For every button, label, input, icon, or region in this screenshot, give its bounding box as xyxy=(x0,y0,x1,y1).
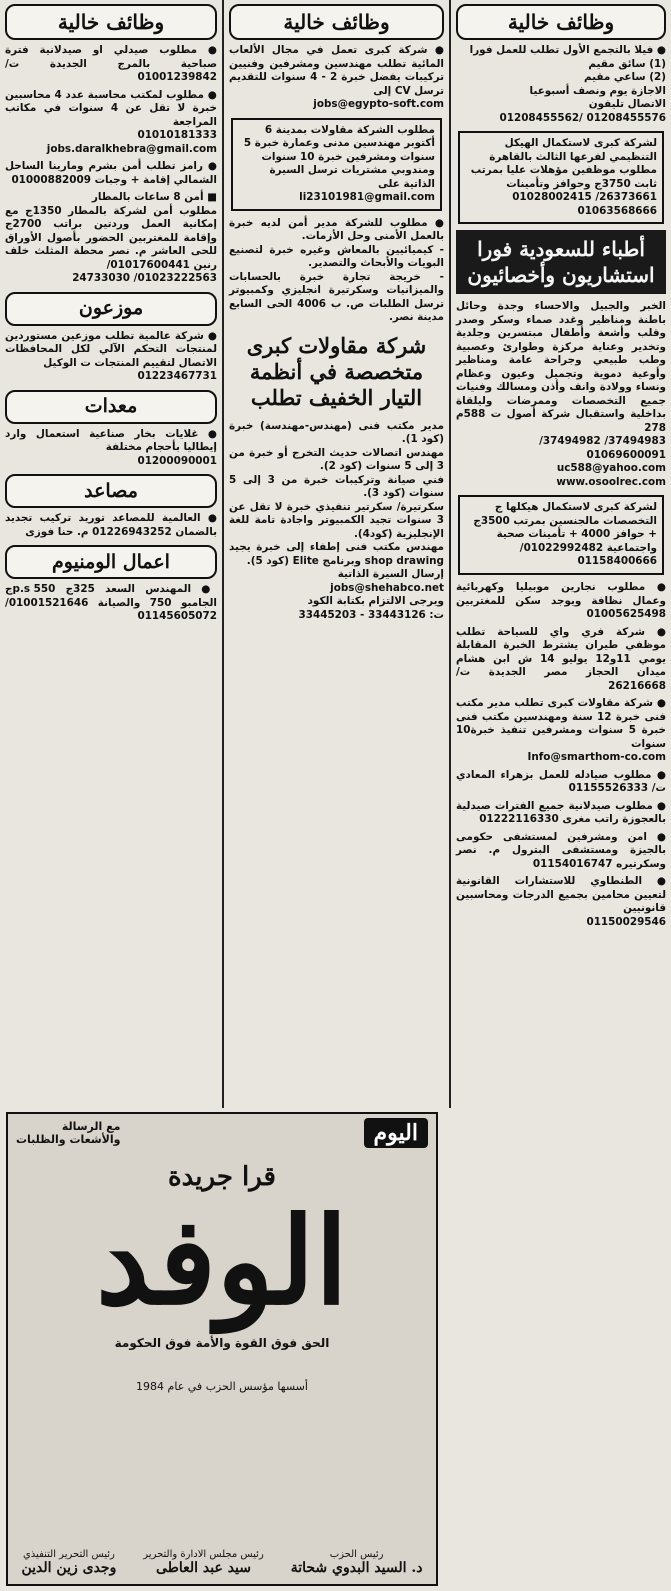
promo-subtitle: مع الرسالة والأشعات والظلبات xyxy=(16,1120,121,1146)
promo-founded: أسسها مؤسس الحزب في عام 1984 xyxy=(136,1380,308,1393)
promo-staff-item xyxy=(143,1549,264,1576)
ad-villa-drivers: ● فيلا بالتجمع الأول تطلب للعمل فورا (1) سائق مقيم (2) ساعي مقيم الاجازة يوم ونصف أسبوعيا الاتصال تليفون 01208455576 /01208455562 xyxy=(469,44,666,124)
section-header-elevators: مصاعد xyxy=(5,474,217,508)
ad-freeway-tourism: ● شركة فري واي للسياحة تطلب موظفي طيران يشترط الخبرة المقابلة يومي 11و12 يوليو 14 ش ابن هشام ميدان الحجاز مصر الجديدة ت/ 26216668 xyxy=(452,625,666,692)
staff-role: رئيس مجلس الادارة والتحرير xyxy=(143,1549,264,1560)
ad-security-manager: ● مطلوب للشركة مدير أمن لديه خبرة بالعمل الأمنى وحل الأزمات. - كيميائيين بالمعاش وغيره خبرة لتصنيع البويات والأبحاث والتصدير. - خريجة تجارة خبرة بالحسابات والميزانيات وسكرتيرة انجليزي وكمبيوتر ترسل الطلبات ص. ب 4006 الحى السابع مدينة نصر. xyxy=(229,216,445,324)
ad-water-games: ● شركة كبرى تعمل في مجال الألعاب المائية تطلب مهندسين ومشرفين وفنيين تركيبات يفضل خبرة 2 - 4 سنوات للتقديم ترسل CV إلى jobs@egypto-soft.com xyxy=(229,44,444,111)
ad-pharmacist-marg: ● مطلوب صيدلي او صيدلانية فترة صباحية بالمرج الجديدة ت/ 01001239842 xyxy=(1,44,217,84)
section-header-equipment: معدات xyxy=(5,390,217,424)
ad-doctors-specialties: الخبر والجبيل والاحساء وجدة وحائل باطنة ومناظير وغدد صماء وسكر وصدر وقلب وأشعة وأطفال مبتسرين وجلدية وتخدير وعناية مركزة وطوارئ وعصبية وطب طبيعي وجراحة عامة ومناظير وأوعية دموية وتجميل وعيون وعظام ونساء وولادة وانف وأذن ومسالك وفنيات جميع التخصصات وممرضات وليلقاة بداخلية واستقبال شركة أصول ت 588م 278 37494983/ 37494982/ 01069600091 uc588@yahoo.com www.osoolrec.com xyxy=(456,300,666,488)
promo-read-label: قرا جريدة xyxy=(168,1162,276,1192)
ad-contracting-engineers: ● شركة مقاولات كبرى تطلب مدير مكتب فنى خبرة 12 سنة ومهندسين مكتب فنى خبرة 5 سنوات ومشرفين تنفيذ خبرة10 سنوات Info@smarthom-co.com xyxy=(456,697,667,764)
ad-pharmacist-agouza: ● مطلوب صيدلانية جميع الفترات صيدلية بالعجوزة راتب مغرى 01222116330 xyxy=(452,799,666,826)
ad-steam-boilers: ● غلايات بخار صناعية استعمال وارد إيطاليا بأحجام مختلفة 01200090001 xyxy=(5,427,217,467)
column-divider xyxy=(449,0,451,1108)
banner-doctors-saudi: أطباء للسعودية فورا استشاريون وأخصائيون xyxy=(456,230,666,294)
staff-name: سيد عبد العاطى xyxy=(156,1560,251,1576)
section-header-aluminum: اعمال الومنيوم xyxy=(5,545,217,579)
section-header-jobs: وظائف خالية xyxy=(229,4,444,40)
ad-accounting-office: ● مطلوب لمكتب محاسبة عدد 4 محاسبين خبرة لا تقل عن 4 سنوات في مكاتب المراجعة 01010181333 jobs.daralkhebra@gmail.com xyxy=(5,88,217,155)
ad-light-current-positions: مدير مكتب فنى (مهندس-مهندسة) خبرة (كود 1). مهندس اتصالات حديث التخرج أو خبرة من 3 إلى 5 سنوات (كود 2). فني صيانة وتركيبات خبرة من 3 إلى 5 سنوات (كود 3). سكرتيرة/ سكرتير تنفيذي خبرة لا تقل عن 3 سنوات تجيد الكمبيوتر واجادة تامة للغة الإنجليزية (كود4). مهندس مكتب فنى إطفاء إلى خبرة يجيد shop drawing وبرنامج Elite (كود 5). إرسال السيرة الذاتية jobs@shehabco.net ويرجى الالتزام بكتابة الكود ت: 33443126 - 33445203 xyxy=(229,419,444,621)
ad-headline-light-current: شركة مقاولات كبرى متخصصة في أنظمة التيار الخفيف تطلب xyxy=(246,332,427,411)
column-left xyxy=(0,0,222,632)
promo-slogan: الحق فوق القوة والأمة فوق الحكومة xyxy=(114,1336,330,1350)
ad-tantawy-legal: ● الطنطاوي للاستشارات القانونية لتعيين محامين بجميع الدرجات ومحاسبين قانونيين 01150029546 xyxy=(456,875,666,928)
ad-ramz-security: ● رامز تطلب أمن بشرم ومارينا الساحل الشمالي إقامة + وجبات 01000882009 xyxy=(1,160,217,186)
newspaper-promo xyxy=(6,1112,438,1586)
promo-staff xyxy=(8,1549,436,1576)
promo-staff-item xyxy=(291,1549,423,1576)
staff-role: رئيس الحزب xyxy=(329,1549,384,1560)
ad-security-hospital: ● امن ومشرفين لمستشفى حكومى بالجيزة ومستشفى البترول م. نصر وسكرتيره 01154016747 xyxy=(452,830,666,870)
section-header-distributors: موزعون xyxy=(5,292,217,326)
ad-box-company-structure: لشركة كبرى لاستكمال الهيكل التنظيمي لفرعها الثالث بالقاهرة مطلوب موظفين مؤهلات عليا بمرتب ثابت 3750ج وحوافز وتأمينات 26373661/ 01028002415 01063568666 xyxy=(458,131,664,224)
promo-staff-item xyxy=(22,1549,117,1576)
ad-box-october-contracting: مطلوب الشركة مقاولات بمدينة 6 أكتوبر مهندسين مدنى وعمارة خبرة 5 سنوات ومشرفين خبرة 10 سنوات ومندوبي مشتريات ترسل السيرة الذاتية على li23101981@gmail.com xyxy=(231,118,442,211)
section-header-jobs: وظائف خالية xyxy=(456,4,666,40)
promo-today-label: اليوم xyxy=(364,1118,428,1148)
promo-header xyxy=(8,1114,436,1152)
staff-name: وجدى زين الدين xyxy=(21,1560,117,1576)
column-right xyxy=(451,0,671,937)
promo-logo: الوفد xyxy=(95,1191,349,1332)
staff-name: د. السيد البدوي شحاتة xyxy=(290,1560,423,1576)
column-middle xyxy=(224,0,449,630)
ad-distributors: ● شركة عالمية تطلب موزعين مستوردين لمنتجات التحكم الآلي لكل المحافظات الاتصال لتقييم المنتجات ت الوكيل 01223467731 xyxy=(5,329,217,383)
ad-airport-security: ■ أمن 8 ساعات بالمطار مطلوب أمن لشركة بالمطار 1350ج مع إمكانية العمل وردتين براتب 2700ج وإقامة للمغتربين الحضور بأصول الأوراق للحى العاشر م. نصر محطة المثلث خلف رنين 01017600441/ 01023222563/ 24733030 xyxy=(5,191,217,285)
ad-box-company-salary: لشركة كبرى لاستكمال هيكلها ج التخصصات مالجنسين بمرتب 3500ج + حوافز 4000 + تأمينات صحية واجتماعية 01022992482/ 01158400666 xyxy=(458,495,664,575)
section-header-jobs: وظائف خالية xyxy=(5,4,217,40)
ad-elevators: ● العالمية للمصاعد توريد تركيب تجديد بالضمان 01226943252 م. حنا فوزى xyxy=(1,512,217,538)
ad-pharmacists-maadi: ● مطلوب صيادله للعمل بزهراء المعادي ت/ 01155526333 xyxy=(452,768,666,795)
ad-carpenters: ● مطلوب نجارين موبيليا وكهربائية وعمال نظافة ويوجد سكن للمغتربين 01005625498 xyxy=(452,580,666,621)
staff-role: رئيس التحرير التنفيذي xyxy=(22,1549,115,1560)
ad-aluminum-works: ● المهندس السعد 325ج p.s 550ج الجامبو 750 والصيانة 01001521646/ 01145605072 xyxy=(1,583,217,623)
column-divider xyxy=(222,0,224,1108)
